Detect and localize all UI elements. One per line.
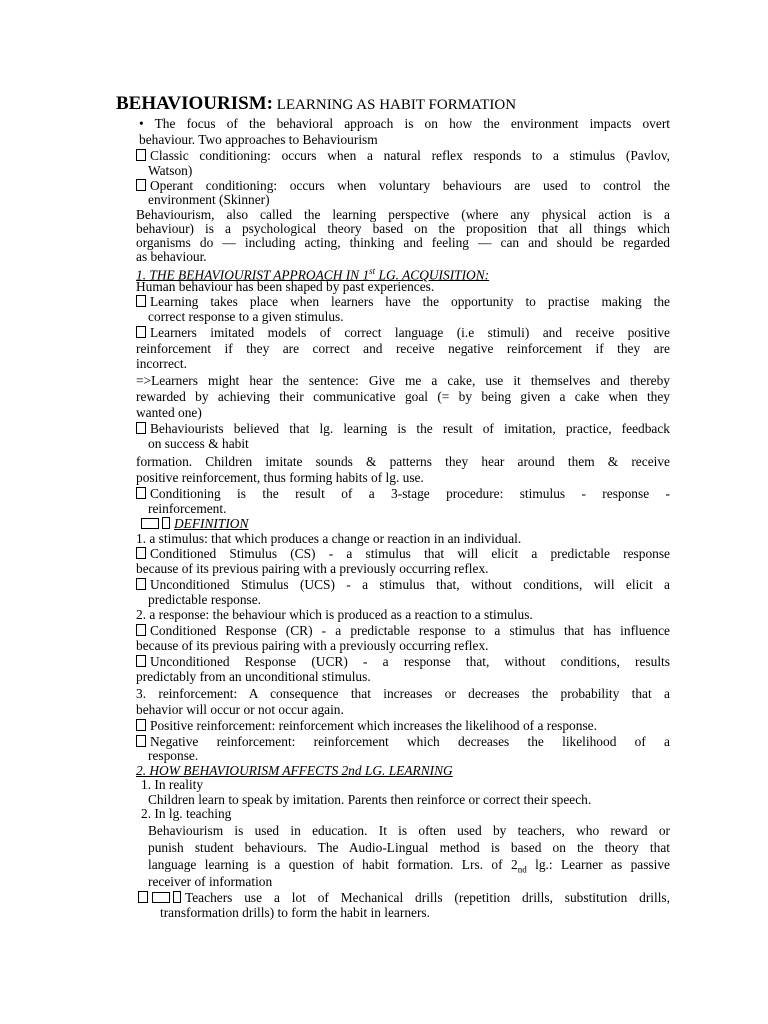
bullet-continuation: transformation drills) to form the habit in learners. [160, 905, 430, 920]
bullet-icon [136, 719, 146, 731]
bullet-icon [136, 655, 146, 667]
bullet-icon [136, 487, 146, 499]
list-item: 2. In lg. teaching [141, 806, 232, 821]
bullet-continuation: reinforcement. [148, 501, 227, 516]
paragraph-line: predictably from an unconditional stimulus. [136, 669, 371, 684]
bullet-text: Teachers use a lot of Mechanical drills (repetition drills, substitution drills, [185, 890, 670, 905]
paragraph-line: organisms do — including acting, thinking and feeling — can and should be regarded [136, 235, 670, 250]
bullet-line [136, 486, 670, 501]
bullet-text: Unconditioned Stimulus (UCS) - a stimulus that, without conditions, will elicit a [150, 577, 670, 592]
bullet-line [138, 890, 670, 905]
section-heading: 1. THE BEHAVIOURIST APPROACH IN 1st LG. ACQUISITION: [136, 266, 490, 283]
paragraph-line: wanted one) [136, 405, 202, 420]
bullet-continuation: response. [148, 748, 199, 763]
bullet-text: Classic conditioning: occurs when a natural reflex responds to a stimulus (Pavlov, [150, 148, 670, 163]
bullet-line [136, 546, 670, 561]
paragraph-line: because of its previous pairing with a previously occurring reflex. [136, 638, 489, 653]
bullet-line [136, 421, 670, 436]
bullet-line [136, 178, 670, 193]
paragraph-line: Behaviourism, also called the learning perspective (where any physical action is a [136, 207, 670, 222]
paragraph-line: Children learn to speak by imitation. Parents then reinforce or correct their speech. [148, 792, 592, 807]
bullet-text: Unconditioned Response (UCR) - a response that, without conditions, results [150, 654, 670, 669]
list-item: 1. a stimulus: that which produces a change or reaction in an individual. [136, 531, 522, 546]
section-heading: 2. HOW BEHAVIOURISM AFFECTS 2nd LG. LEARNING [136, 763, 453, 778]
paragraph-line: behaviour) is a psychological theory based on the proposition that all things which [136, 221, 670, 236]
paragraph-line: =>Learners might hear the sentence: Give me a cake, use it themselves and thereby [136, 373, 670, 388]
title-main: BEHAVIOURISM: [116, 93, 273, 114]
bullet-text: Operant conditioning: occurs when voluntary behaviours are used to control the [150, 178, 670, 193]
page-title [116, 93, 676, 114]
bullet-continuation: environment (Skinner) [148, 192, 270, 207]
bullet-continuation: predictable response. [148, 592, 262, 607]
bullet-text: Positive reinforcement: reinforcement which increases the likelihood of a response. [150, 718, 597, 733]
box-icon [152, 892, 170, 903]
title-sub: LEARNING AS HABIT FORMATION [272, 97, 517, 113]
list-item: 2. a response: the behaviour which is produced as a reaction to a stimulus. [136, 607, 533, 622]
paragraph-line: rewarded by achieving their communicative goal (= by being given a cake when they [136, 389, 670, 404]
bullet-text: Conditioning is the result of a 3-stage procedure: stimulus - response - [150, 486, 670, 501]
bullet-icon [136, 624, 146, 636]
bullet-text: Conditioned Response (CR) - a predictable response to a stimulus that has influence [150, 623, 670, 638]
definition-heading: DEFINITION [141, 516, 675, 531]
paragraph-line: behaviour. Two approaches to Behaviourism [139, 132, 378, 147]
paragraph-line: Behaviourism is used in education. It is often used by teachers, who reward or [148, 823, 670, 838]
bullet-icon [162, 517, 170, 529]
bullet-text: Learning takes place when learners have the opportunity to practise making the [150, 294, 670, 309]
bullet-text: Negative reinforcement: reinforcement which decreases the likelihood of a [150, 734, 670, 749]
bullet-line [136, 577, 670, 592]
box-icon [141, 518, 159, 529]
bullet-icon [136, 735, 146, 747]
bullet-icon [136, 295, 146, 307]
bullet-text: Learners imitated models of correct language (i.e stimuli) and receive positive [150, 325, 670, 340]
bullet-line [136, 325, 670, 340]
bullet-icon [136, 547, 146, 559]
bullet-text: Behaviourists believed that lg. learning is the result of imitation, practice, feedback [150, 421, 670, 436]
bullet-icon [138, 891, 148, 903]
paragraph-line: formation. Children imitate sounds & patterns they hear around them & receive [136, 454, 670, 469]
paragraph-line: because of its previous pairing with a previously occurring reflex. [136, 561, 489, 576]
bullet-line [136, 623, 670, 638]
paragraph-line: behavior will occur or not occur again. [136, 702, 344, 717]
paragraph-line: receiver of information [148, 874, 273, 889]
bullet-line [136, 294, 670, 309]
bullet-line [136, 148, 670, 163]
bullet-icon [136, 578, 146, 590]
bullet-line [136, 654, 670, 669]
bullet-continuation: correct response to a given stimulus. [148, 309, 344, 324]
bullet-icon [173, 891, 181, 903]
bullet-icon [136, 149, 146, 161]
bullet-continuation: Watson) [148, 163, 193, 178]
list-item: 3. reinforcement: A consequence that increases or decreases the probability that a [136, 686, 670, 701]
list-item: 1. In reality [141, 777, 204, 792]
paragraph-line: incorrect. [136, 356, 187, 371]
bullet-text: Conditioned Stimulus (CS) - a stimulus that will elicit a predictable response [150, 546, 670, 561]
bullet-icon [136, 422, 146, 434]
paragraph-line: as behaviour. [136, 249, 207, 264]
bullet-icon [136, 326, 146, 338]
paragraph-line: punish student behaviours. The Audio-Lingual method is based on the theory that [148, 840, 670, 855]
paragraph-line: • The focus of the behavioral approach is on how the environment impacts overt [139, 116, 670, 131]
bullet-continuation: on success & habit [148, 436, 249, 451]
bullet-line [136, 734, 670, 749]
bullet-line [136, 718, 670, 733]
paragraph-line: positive reinforcement, thus forming habits of lg. use. [136, 470, 424, 485]
paragraph-line: language learning is a question of habit formation. Lrs. of $2_{nd}$ lg.: Learner as passive [148, 857, 671, 875]
bullet-icon [136, 179, 146, 191]
paragraph-line: Human behaviour has been shaped by past experiences. [136, 279, 435, 294]
paragraph-line: reinforcement if they are correct and receive negative reinforcement if they are [136, 341, 670, 356]
